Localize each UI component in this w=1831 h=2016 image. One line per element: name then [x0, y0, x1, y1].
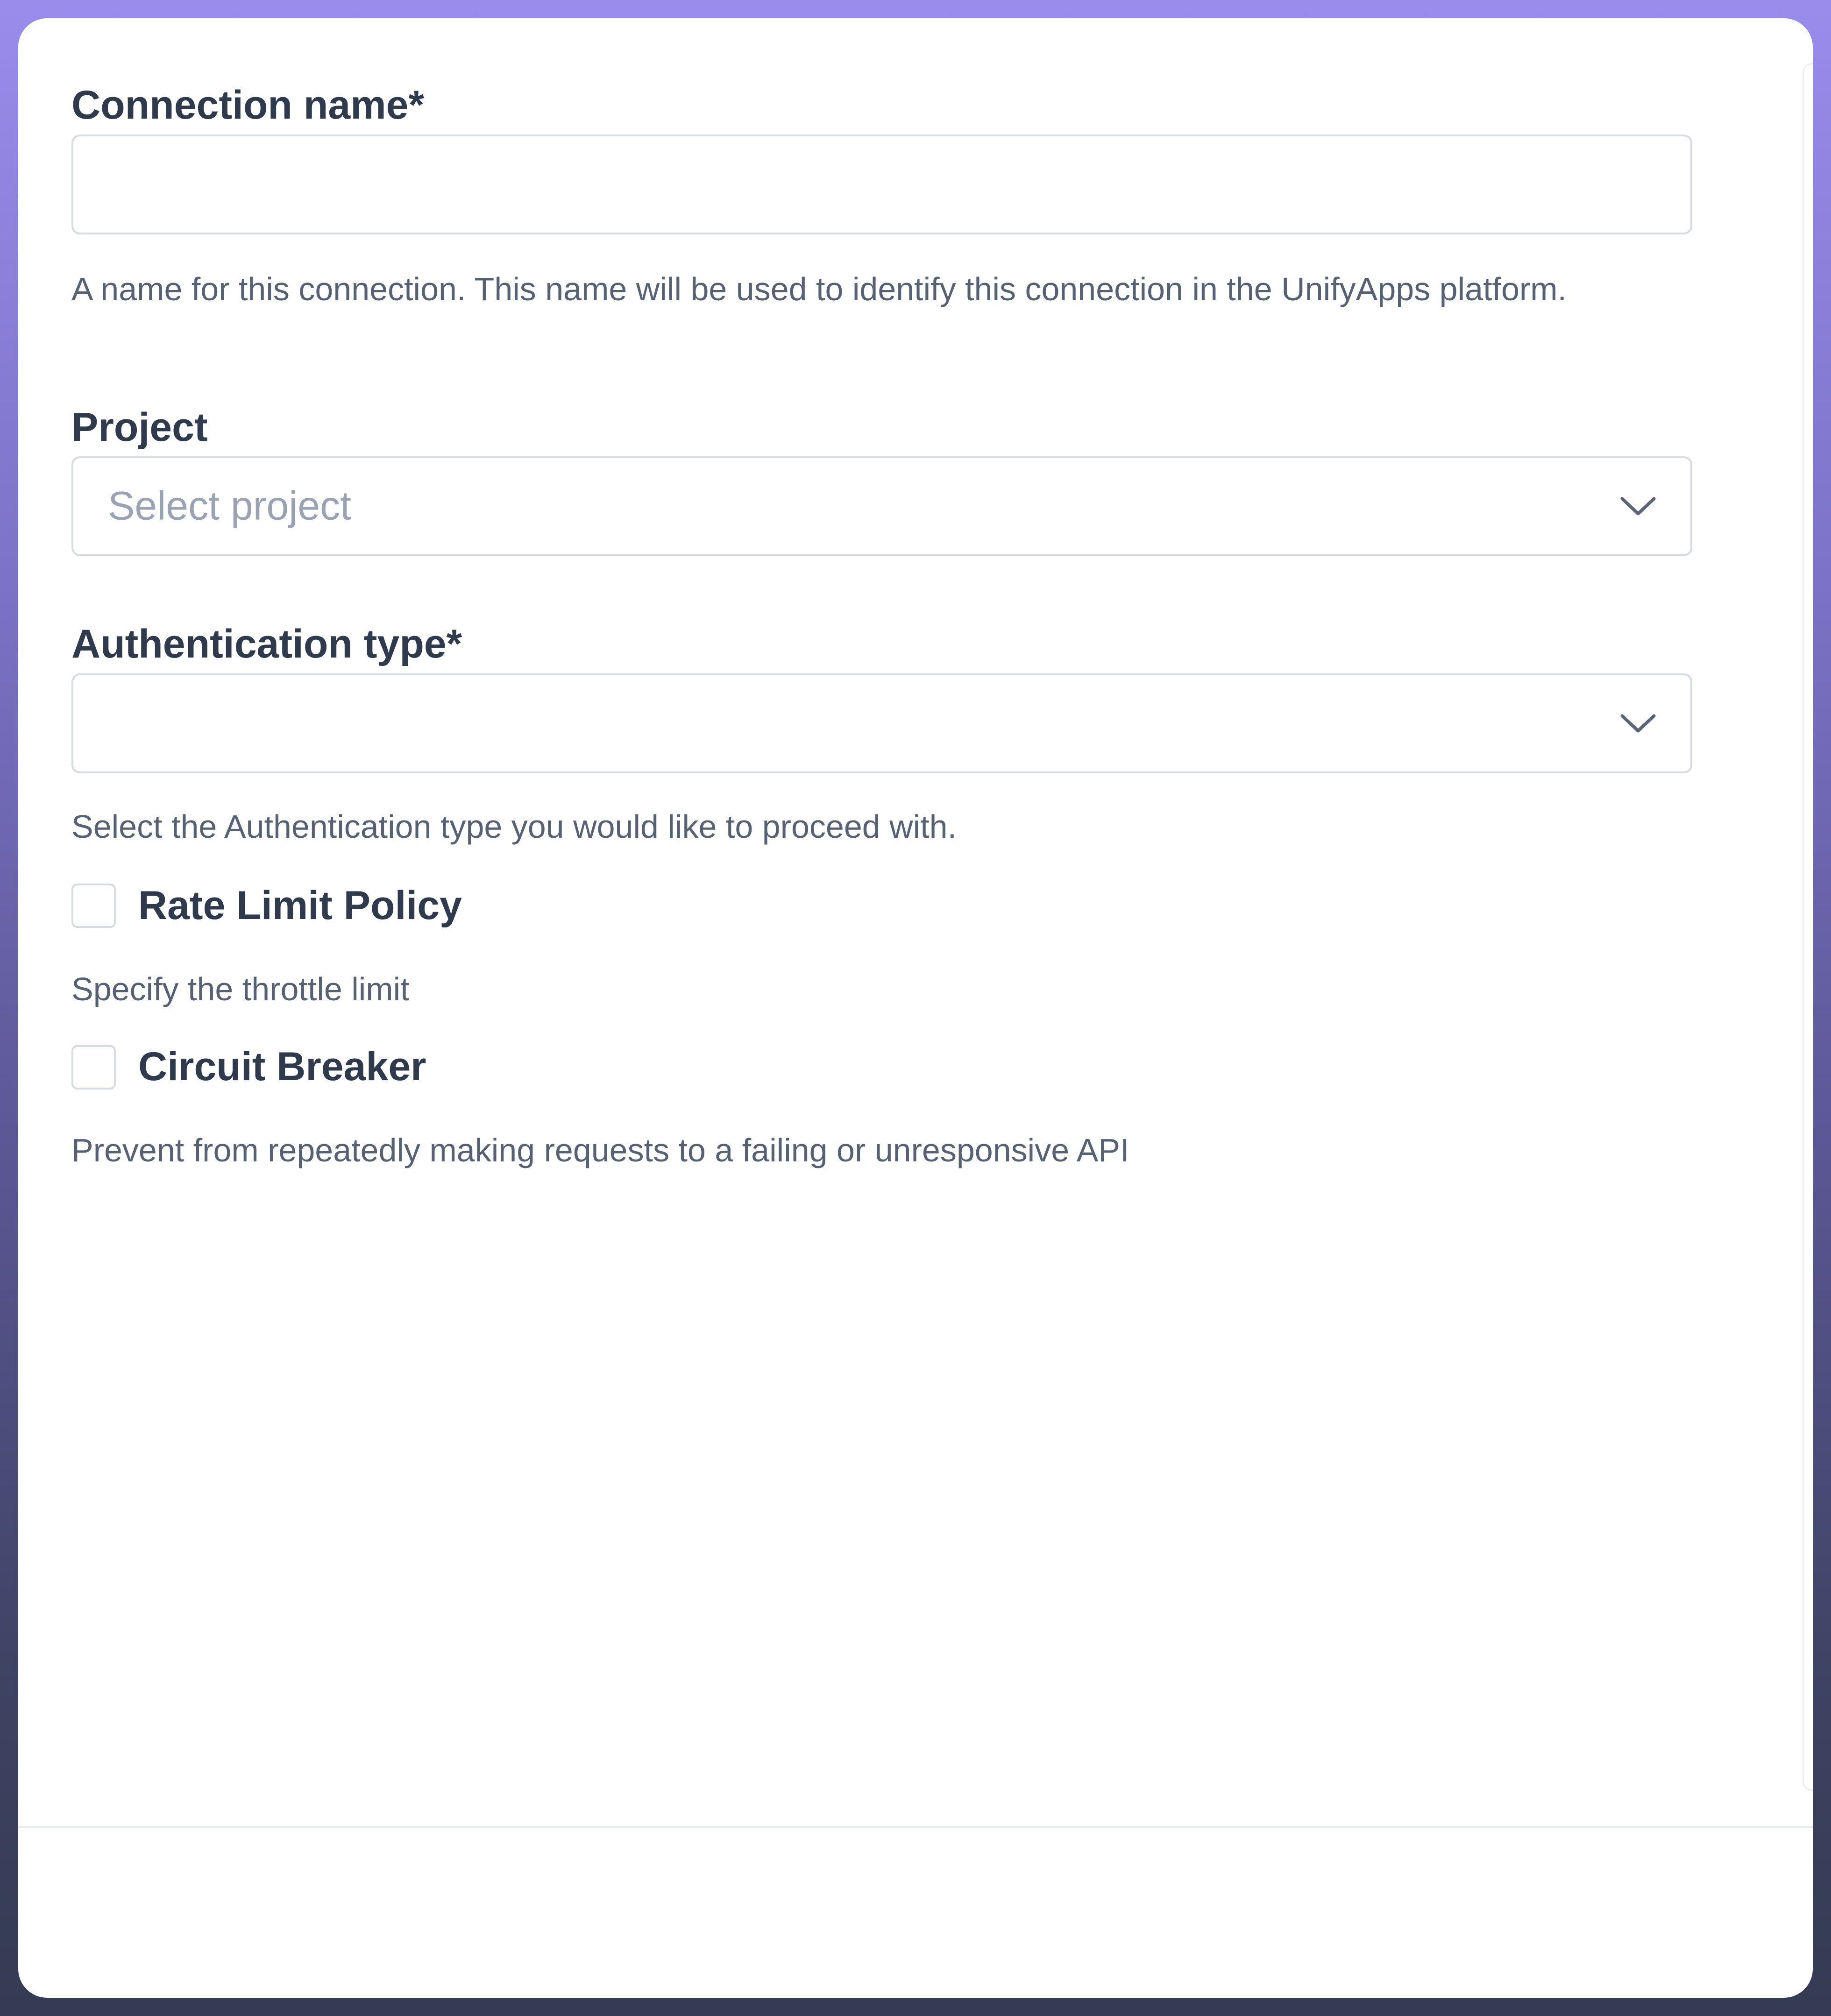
- connection-form-panel: [18, 18, 1813, 1998]
- project-label: Project: [71, 405, 208, 450]
- chevron-down-icon: [1619, 495, 1657, 517]
- footer-divider: [18, 1826, 1813, 1828]
- circuit-breaker-label[interactable]: Circuit Breaker: [138, 1044, 426, 1089]
- project-placeholder: Select project: [108, 483, 352, 529]
- connection-name-helper: A name for this connection. This name will be used to identify this connection in the UnifyApps platform.: [71, 271, 1567, 307]
- rate-limit-label[interactable]: Rate Limit Policy: [138, 883, 462, 928]
- connection-name-input[interactable]: [71, 134, 1692, 234]
- chevron-down-icon: [1619, 712, 1657, 735]
- authentication-type-helper: Select the Authentication type you would like to proceed with.: [71, 808, 957, 845]
- circuit-breaker-checkbox[interactable]: [71, 1045, 116, 1089]
- authentication-type-label: Authentication type*: [71, 622, 462, 666]
- circuit-breaker-helper: Prevent from repeatedly making requests to a failing or unresponsive API: [71, 1132, 1129, 1168]
- rate-limit-checkbox[interactable]: [71, 884, 116, 928]
- authentication-type-select[interactable]: [71, 673, 1692, 773]
- rate-limit-helper: Specify the throttle limit: [71, 971, 410, 1007]
- adjacent-panel-edge: [1803, 63, 1813, 1791]
- connection-name-label: Connection name*: [71, 83, 424, 127]
- project-select[interactable]: [71, 456, 1692, 556]
